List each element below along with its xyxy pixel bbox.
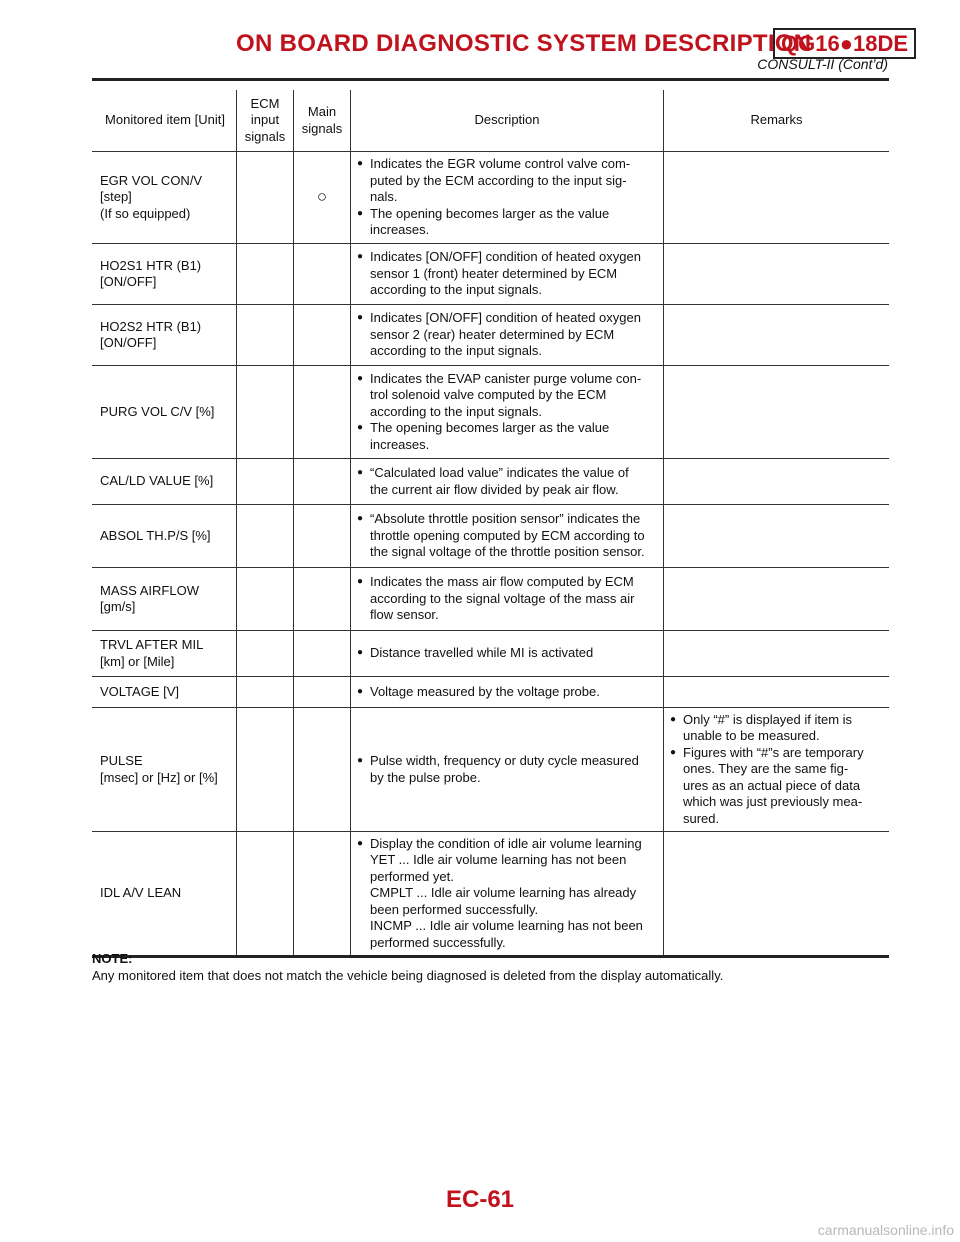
table-row bbox=[92, 366, 889, 459]
description-bullet: ● Voltage measured by the voltage probe. bbox=[357, 684, 657, 701]
ecm-input-cell bbox=[237, 832, 294, 957]
ecm-input-cell bbox=[237, 677, 294, 708]
monitored-item-line: VOLTAGE [V] bbox=[100, 683, 179, 699]
table-row bbox=[92, 505, 889, 568]
monitored-item-line: [step] bbox=[100, 189, 132, 205]
table-row bbox=[92, 244, 889, 305]
main-signal-cell bbox=[294, 631, 351, 677]
description-cell bbox=[351, 305, 664, 366]
remarks-cell bbox=[664, 832, 890, 957]
section-subtitle: CONSULT-II (Cont’d) bbox=[757, 56, 888, 72]
column-header-description: Description bbox=[351, 90, 664, 152]
description-bullet: ● Pulse width, frequency or duty cycle measured by the pulse probe. bbox=[357, 753, 657, 786]
remarks-cell bbox=[664, 366, 890, 459]
description-bullet: ● Display the condition of idle air volume learning YET ... Idle air volume learning has not been performed yet. CMPLT ... Idle air volume learning has already been performed successfully. INCMP ... Idle air volume learning has not been performed successfully. bbox=[357, 836, 657, 952]
column-header-remarks: Remarks bbox=[664, 90, 890, 152]
main-signal-cell bbox=[294, 568, 351, 631]
remarks-cell bbox=[664, 244, 890, 305]
main-signal-cell bbox=[294, 677, 351, 708]
monitored-item-cell bbox=[92, 366, 237, 459]
description-list bbox=[357, 310, 657, 360]
table-row bbox=[92, 305, 889, 366]
monitored-item-line: [km] or [Mile] bbox=[100, 653, 175, 669]
table-row bbox=[92, 708, 889, 832]
monitored-item-line: MASS AIRFLOW bbox=[100, 582, 199, 598]
description-cell bbox=[351, 631, 664, 677]
page-title: ON BOARD DIAGNOSTIC SYSTEM DESCRIPTION bbox=[236, 30, 812, 57]
monitored-item-line: PULSE bbox=[100, 753, 143, 768]
description-cell bbox=[351, 568, 664, 631]
description-bullet: ● The opening becomes larger as the value increases. bbox=[357, 206, 657, 239]
remarks-list bbox=[670, 712, 883, 828]
watermark: carmanualsonline.info bbox=[817, 1222, 954, 1238]
monitored-item-line: PURG VOL C/V [%] bbox=[100, 403, 215, 419]
ecm-input-cell bbox=[237, 305, 294, 366]
table-body bbox=[92, 152, 889, 957]
monitored-item-cell bbox=[92, 152, 237, 244]
description-list bbox=[357, 371, 657, 454]
description-list bbox=[357, 753, 657, 786]
monitored-item-cell bbox=[92, 459, 237, 505]
remarks-cell bbox=[664, 677, 890, 708]
monitored-item-line: [msec] or [Hz] or [%] bbox=[100, 769, 218, 785]
main-signal-cell bbox=[294, 244, 351, 305]
main-signal-cell bbox=[294, 505, 351, 568]
monitored-item-line: [ON/OFF] bbox=[100, 335, 157, 350]
monitored-item-cell bbox=[92, 708, 237, 832]
remarks-cell bbox=[664, 568, 890, 631]
description-cell bbox=[351, 832, 664, 957]
description-bullet: ● Indicates the EGR volume control valve com- puted by the ECM according to the input sig- nals. bbox=[357, 156, 657, 206]
description-list bbox=[357, 684, 657, 701]
note-text: Any monitored item that does not match the vehicle being diagnosed is deleted from the display automatically. bbox=[92, 968, 724, 983]
ecm-input-cell bbox=[237, 708, 294, 832]
monitored-item-line: HO2S2 HTR (B1) bbox=[100, 318, 202, 334]
description-bullet: ● Indicates [ON/OFF] condition of heated oxygen sensor 1 (front) heater determined by ECM according to the input signals. bbox=[357, 249, 657, 299]
monitored-item-line: CAL/LD VALUE [%] bbox=[100, 473, 214, 489]
ecm-input-cell bbox=[237, 152, 294, 244]
monitored-item-cell bbox=[92, 244, 237, 305]
description-list bbox=[357, 511, 657, 561]
description-cell bbox=[351, 244, 664, 305]
monitored-item-line: HO2S1 HTR (B1) bbox=[100, 257, 202, 273]
table-row bbox=[92, 568, 889, 631]
engine-model-box: QG16●18DE bbox=[773, 28, 916, 59]
main-signal-cell bbox=[294, 366, 351, 459]
description-cell bbox=[351, 708, 664, 832]
description-list bbox=[357, 836, 657, 952]
monitored-item-cell bbox=[92, 832, 237, 957]
ecm-input-cell bbox=[237, 568, 294, 631]
table-row bbox=[92, 631, 889, 677]
description-bullet: ● Indicates the mass air flow computed by ECM according to the signal voltage of the mass air flow sensor. bbox=[357, 574, 657, 624]
description-cell bbox=[351, 366, 664, 459]
note-heading: NOTE: bbox=[92, 951, 133, 966]
main-signal-cell bbox=[294, 832, 351, 957]
remarks-bullet: ● Figures with “#”s are temporary ones. They are the same fig- ures as an actual piece of data which was just previously mea- sured. bbox=[670, 745, 883, 828]
monitored-item-cell bbox=[92, 305, 237, 366]
remarks-cell bbox=[664, 459, 890, 505]
ecm-input-cell bbox=[237, 631, 294, 677]
table-header-row bbox=[92, 90, 889, 152]
remarks-cell bbox=[664, 631, 890, 677]
description-cell bbox=[351, 459, 664, 505]
monitored-item-line: TRVL AFTER MIL bbox=[100, 637, 204, 652]
description-list bbox=[357, 249, 657, 299]
description-bullet: ● Distance travelled while MI is activated bbox=[357, 645, 657, 662]
description-bullet: ● The opening becomes larger as the value increases. bbox=[357, 420, 657, 453]
description-list bbox=[357, 645, 657, 662]
monitored-item-line: [gm/s] bbox=[100, 599, 136, 614]
ecm-input-cell bbox=[237, 459, 294, 505]
description-cell bbox=[351, 677, 664, 708]
monitored-item-line: EGR VOL CON/V bbox=[100, 172, 203, 188]
table-row bbox=[92, 459, 889, 505]
ecm-input-cell bbox=[237, 366, 294, 459]
remarks-bullet: ● Only “#” is displayed if item is unable to be measured. bbox=[670, 712, 883, 745]
page-number: EC-61 bbox=[445, 1186, 515, 1213]
remarks-cell bbox=[664, 708, 890, 832]
monitored-item-cell bbox=[92, 677, 237, 708]
monitored-item-cell bbox=[92, 505, 237, 568]
table-row bbox=[92, 832, 889, 957]
remarks-cell bbox=[664, 505, 890, 568]
main-signal-cell: ○ bbox=[294, 152, 351, 244]
consult-monitor-table bbox=[92, 90, 889, 958]
main-signal-cell bbox=[294, 708, 351, 832]
description-list bbox=[357, 465, 657, 498]
main-signal-cell bbox=[294, 305, 351, 366]
description-bullet: ● “Absolute throttle position sensor” indicates the throttle opening computed by ECM according to the signal voltage of the throttle position sensor. bbox=[357, 511, 657, 561]
column-header-item: Monitored item [Unit] bbox=[92, 90, 237, 152]
monitored-item-line: IDL A/V LEAN bbox=[100, 885, 182, 901]
ecm-input-cell bbox=[237, 505, 294, 568]
table-row bbox=[92, 677, 889, 708]
monitored-item-line: [ON/OFF] bbox=[100, 274, 157, 289]
column-header-main-signals: Main signals bbox=[294, 90, 351, 152]
ecm-input-cell bbox=[237, 244, 294, 305]
monitored-item-cell bbox=[92, 568, 237, 631]
monitored-item-line: ABSOL TH.P/S [%] bbox=[100, 527, 211, 543]
description-bullet: ● Indicates the EVAP canister purge volume con- trol solenoid valve computed by the ECM according to the input signals. bbox=[357, 371, 657, 421]
description-cell bbox=[351, 505, 664, 568]
description-list bbox=[357, 156, 657, 239]
table-row bbox=[92, 152, 889, 244]
header-rule bbox=[92, 78, 889, 81]
remarks-cell bbox=[664, 152, 890, 244]
description-bullet: ● “Calculated load value” indicates the value of the current air flow divided by peak air flow. bbox=[357, 465, 657, 498]
description-cell bbox=[351, 152, 664, 244]
main-signal-cell bbox=[294, 459, 351, 505]
description-bullet: ● Indicates [ON/OFF] condition of heated oxygen sensor 2 (rear) heater determined by ECM according to the input signals. bbox=[357, 310, 657, 360]
column-header-ecm-input: ECM input signals bbox=[237, 90, 294, 152]
description-list bbox=[357, 574, 657, 624]
remarks-cell bbox=[664, 305, 890, 366]
monitored-item-cell bbox=[92, 631, 237, 677]
monitored-item-line: (If so equipped) bbox=[100, 205, 191, 221]
